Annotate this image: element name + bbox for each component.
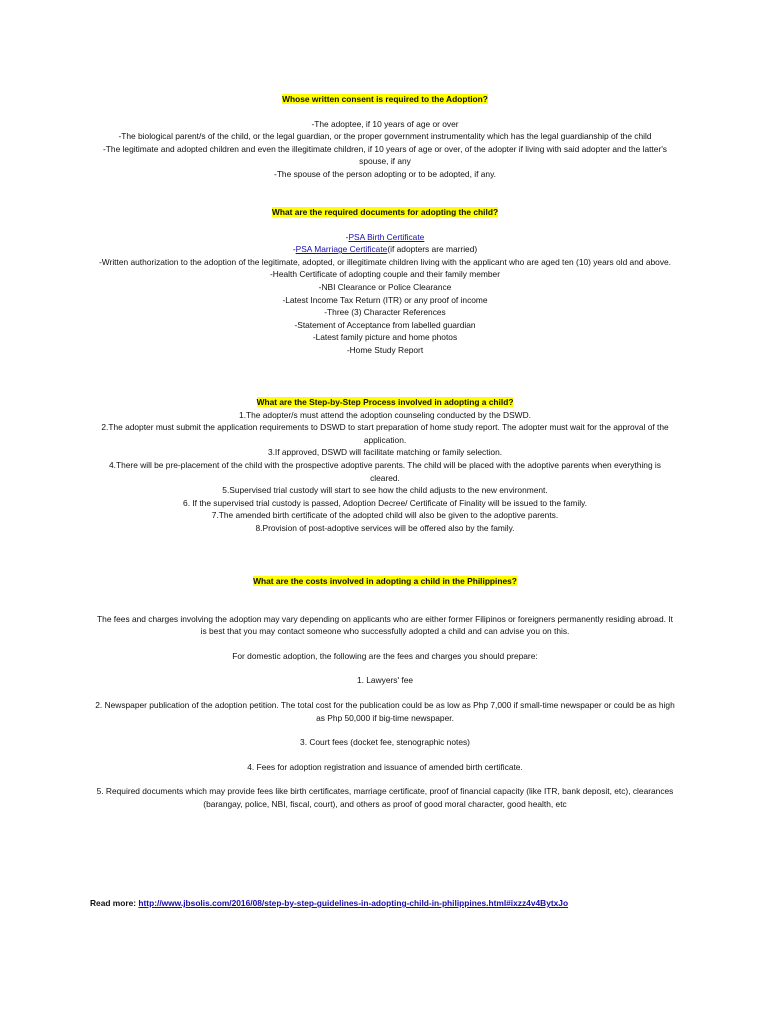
cost-item: 4. Fees for adoption registration and issuance of amended birth certificate. — [247, 761, 523, 772]
documents-section — [90, 206, 680, 357]
doc-line-birth: -PSA Birth Certificate — [345, 231, 425, 242]
consent-section — [90, 93, 680, 181]
step-line: 6. If the supervised trial custody is passed, Adoption Decree/ Certificate of Finality will be issued to the family. — [183, 497, 587, 508]
step-line: 2.The adopter must submit the application requirements to DSWD to start preparation of home study report. The adopter must wait for the approval of the application. — [101, 422, 669, 445]
doc-line-marriage: -PSA Marriage Certificate(if adopters are married) — [292, 244, 478, 255]
doc-line: -Latest family picture and home photos — [312, 332, 458, 343]
steps-heading: What are the Step-by-Step Process involved in adopting a child? — [256, 397, 514, 407]
step-line: 5.Supervised trial custody will start to see how the child adjusts to the new environment. — [222, 485, 548, 496]
cost-item: 1. Lawyers' fee — [356, 675, 414, 686]
consent-line: -The adoptee, if 10 years of age or over — [311, 118, 459, 129]
consent-line: -The spouse of the person adopting or to be adopted, if any. — [274, 168, 496, 179]
steps-section — [90, 396, 680, 535]
doc-line: -Health Certificate of adopting couple and their family member — [270, 269, 500, 280]
step-line: 3.If approved, DSWD will facilitate matching or family selection. — [267, 447, 503, 458]
read-more-label: Read more: — [90, 898, 137, 908]
costs-domestic: For domestic adoption, the following are the fees and charges you should prepare: — [232, 650, 538, 661]
costs-section — [90, 575, 680, 811]
cost-item: 3. Court fees (docket fee, stenographic notes) — [300, 737, 470, 748]
doc-line: -NBI Clearance or Police Clearance — [318, 281, 452, 292]
consent-heading: Whose written consent is required to the Adoption? — [282, 94, 488, 104]
documents-heading: What are the required documents for adopting the child? — [271, 207, 499, 217]
psa-marriage-certificate-link[interactable]: PSA Marriage Certificate — [295, 244, 388, 255]
doc-line: -Home Study Report — [346, 344, 424, 355]
consent-line: -The legitimate and adopted children and even the illegitimate children, if 10 years of age or over, of the adopter if living with said adopter and the latter's spouse, if any — [103, 143, 667, 167]
doc-line: -Three (3) Character References — [324, 307, 446, 318]
costs-intro: The fees and charges involving the adoption may vary depending on applicants who are either former Filipinos or foreigners permanently residing abroad. It is best that you may contact someone who successfully adopted a child and can advise you on this. — [97, 613, 673, 637]
costs-heading: What are the costs involved in adopting a child in the Philippines? — [253, 576, 517, 586]
doc-line: -Latest Income Tax Return (ITR) or any proof of income — [282, 294, 488, 305]
read-more — [90, 898, 568, 908]
step-line: 1.The adopter/s must attend the adoption counseling conducted by the DSWD. — [239, 409, 531, 420]
cost-item: 5. Required documents which may provide fees like birth certificates, marriage certificate, proof of financial capacity (like ITR, bank deposit, etc), clearances (barangay, police, NBI, fiscal, court), and others as proof of good moral character, good health, etc — [96, 786, 674, 809]
step-line: 4.There will be pre-placement of the child with the prospective adoptive parents. The child will be placed with the adoptive parents when everything is cleared. — [109, 459, 661, 483]
step-line: 7.The amended birth certificate of the adopted child will also be given to the adoptive parents. — [211, 510, 559, 521]
doc-line: -Written authorization to the adoption of the legitimate, adopted, or illegitimate children living with the applicant who are aged ten (10) years old and above. — [98, 256, 671, 267]
psa-birth-certificate-link[interactable]: PSA Birth Certificate — [348, 231, 425, 242]
cost-item: 2. Newspaper publication of the adoption petition. The total cost for the publication could be as low as Php 7,000 if small-time newspaper or could be as high as Php 50,000 if big-time newspaper. — [95, 699, 675, 723]
consent-line: -The biological parent/s of the child, or the legal guardian, or the proper government instrumentality which has the legal guardianship of the child — [118, 131, 652, 142]
doc-line: -Statement of Acceptance from labelled guardian — [294, 319, 476, 330]
source-link[interactable]: http://www.jbsolis.com/2016/08/step-by-step-guidelines-in-adopting-child-in-philippines.html#ixzz4v4BytxJo — [138, 898, 569, 908]
step-line: 8.Provision of post-adoptive services will be offered also by the family. — [255, 522, 515, 533]
